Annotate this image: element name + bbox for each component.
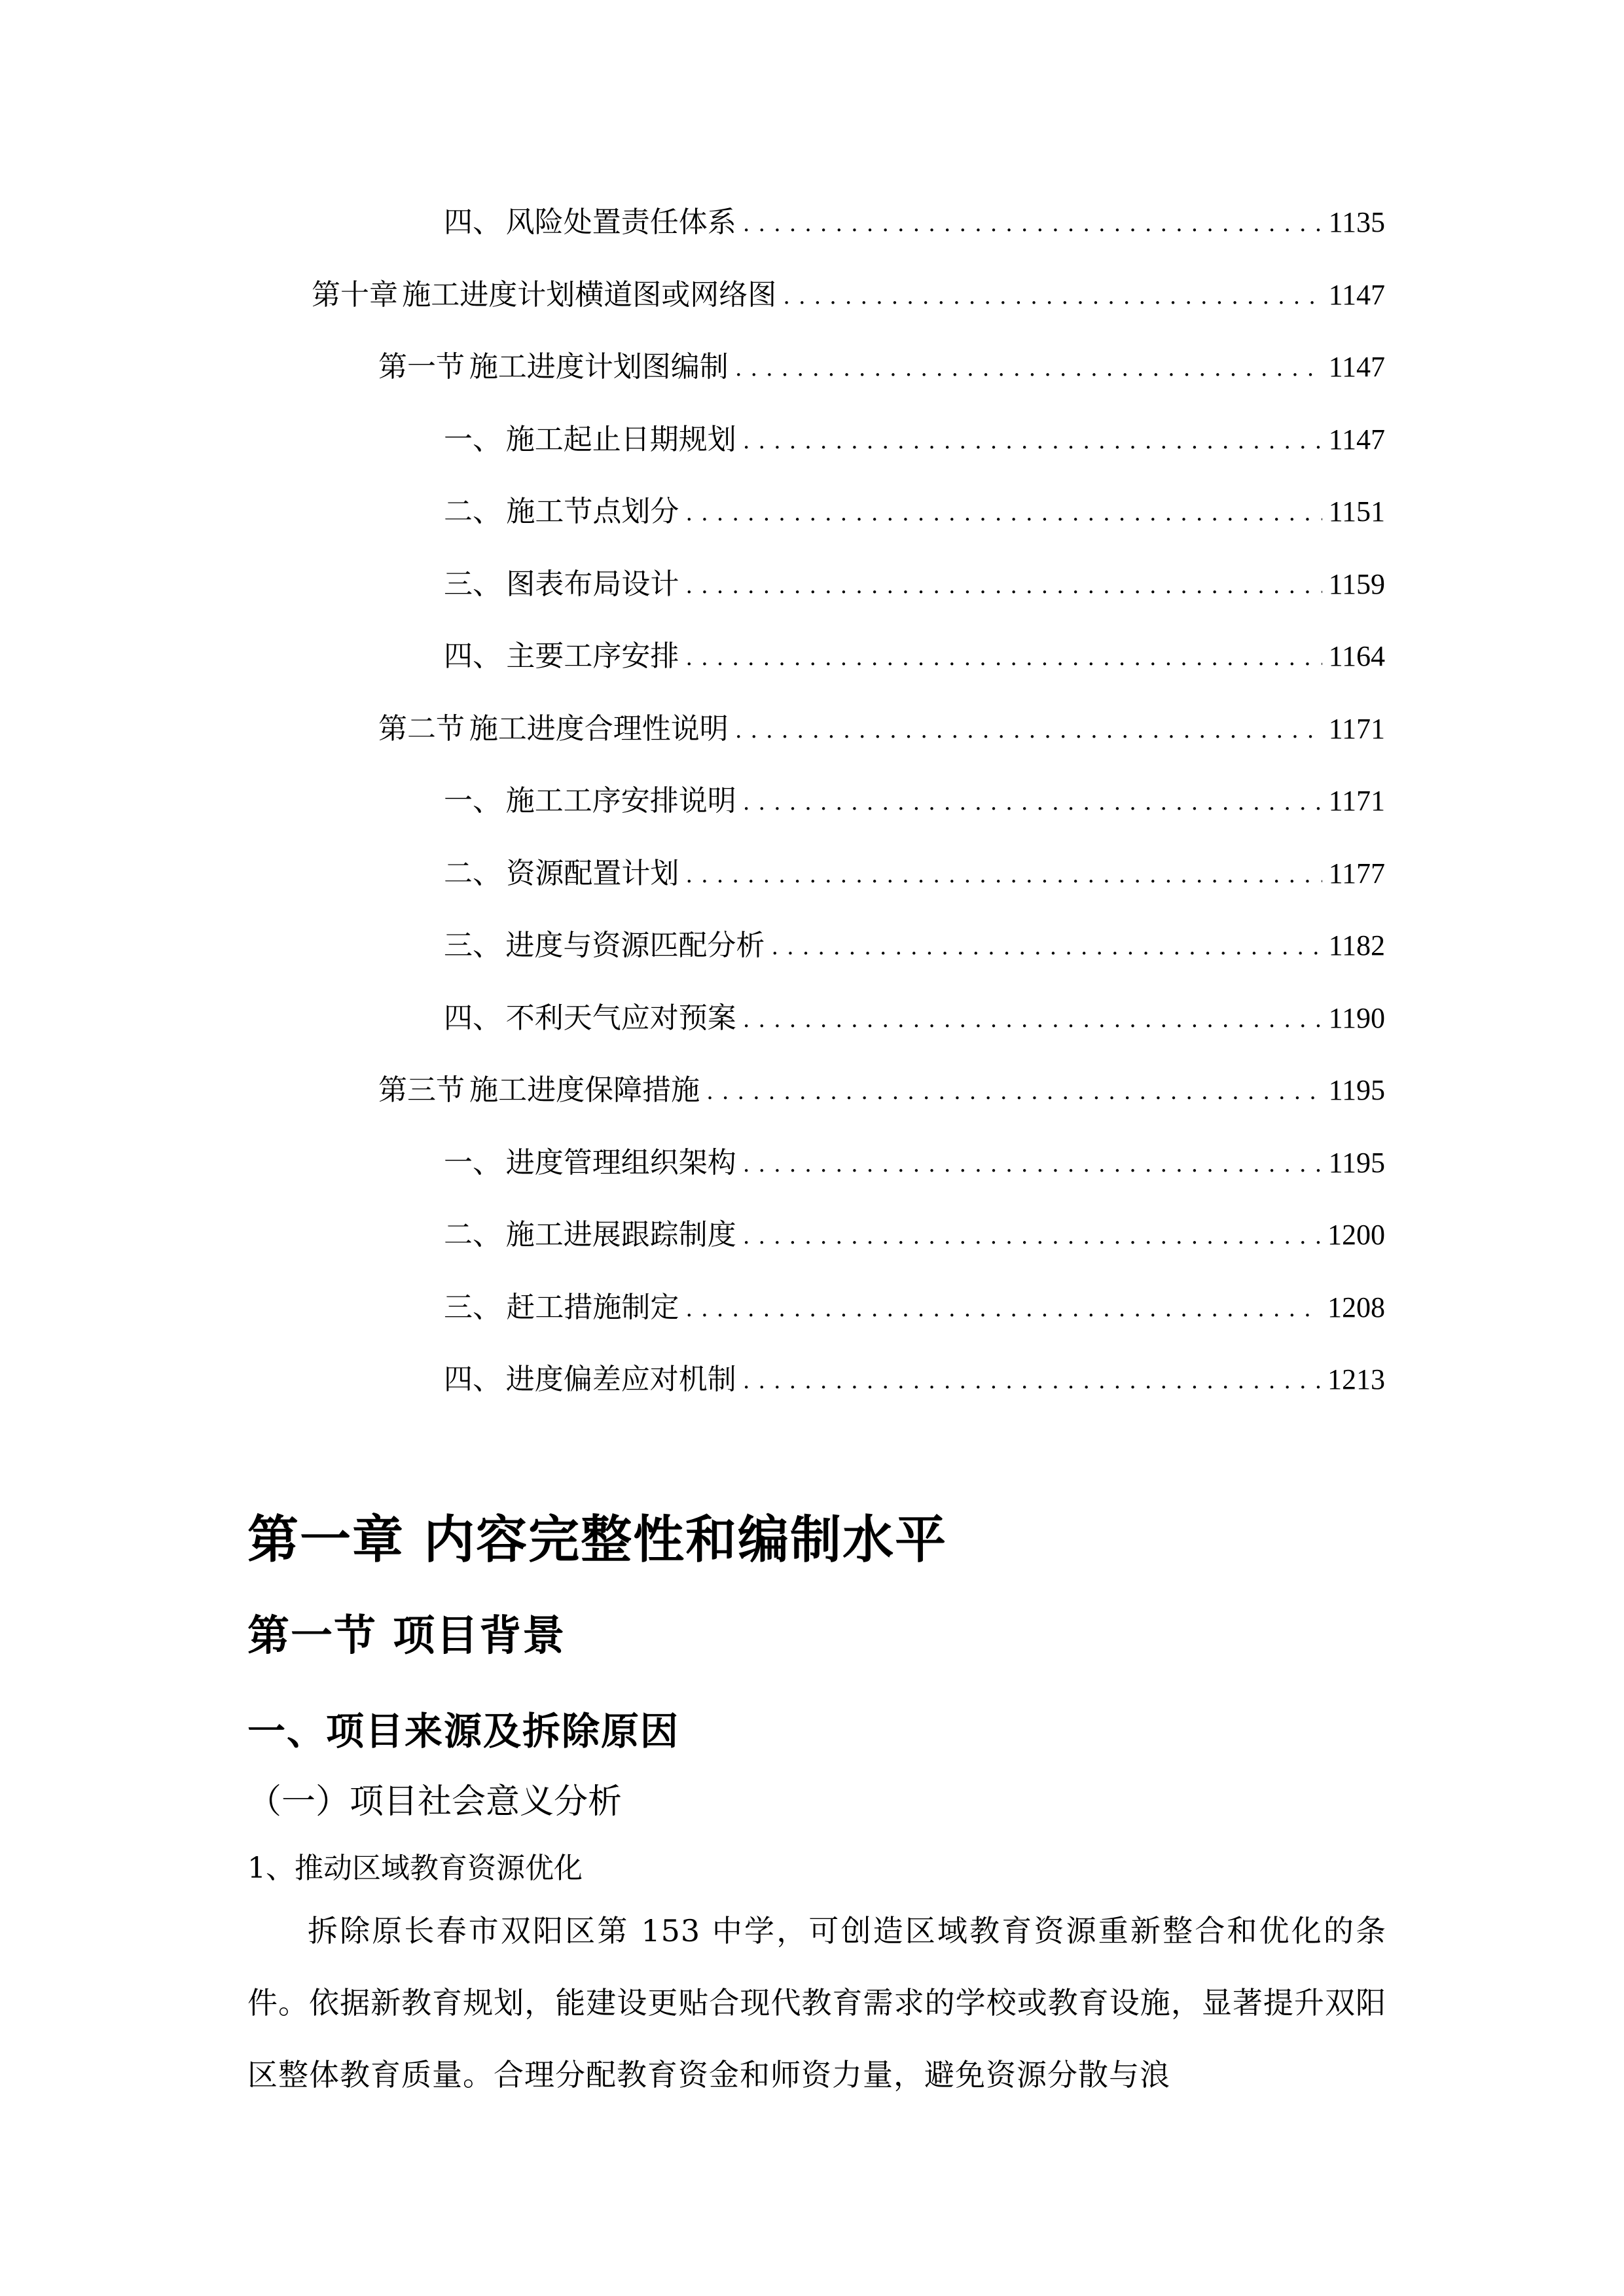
toc-dot-leader [685, 847, 1322, 901]
toc-entry[interactable] [444, 196, 1385, 249]
toc-entry-number: 第二节 [378, 712, 465, 745]
toc-entry-page-number: 1200 [1327, 1219, 1385, 1251]
toc-entry-page-number: 1213 [1327, 1363, 1385, 1395]
toc-entry-title: 赶工措施制定 [506, 1291, 679, 1324]
toc-entry[interactable] [378, 1064, 1385, 1117]
toc-entry-title: 施工进度合理性说明 [469, 712, 729, 745]
toc-dot-leader [735, 702, 1322, 757]
toc-dot-leader [783, 268, 1322, 323]
item-heading: 1、推动区域教育资源优化 [247, 1852, 583, 1885]
toc-dot-leader [685, 1281, 1321, 1335]
toc-entry-number: 第三节 [378, 1073, 465, 1107]
toc-entry-title: 进度偏差应对机制 [505, 1363, 736, 1396]
toc-entry-page-number: 1147 [1328, 351, 1385, 383]
toc-entry-number: 四、 [444, 206, 501, 239]
toc-entry-number: 四、 [444, 639, 501, 673]
toc-entry-page-number: 1151 [1328, 495, 1385, 528]
toc-entry[interactable] [444, 992, 1385, 1045]
toc-entry-page-number: 1195 [1328, 1147, 1385, 1179]
toc-entry-title: 进度管理组织架构 [505, 1146, 736, 1179]
toc-entry-title: 施工进度计划图编制 [469, 350, 729, 384]
toc-entry-number: 二、 [444, 495, 501, 528]
toc-entry-title: 施工节点划分 [506, 495, 679, 528]
toc-entry-number: 第一节 [378, 350, 465, 384]
toc-entry-title: 图表布局设计 [506, 567, 679, 601]
toc-dot-leader [685, 630, 1322, 684]
toc-entry-number: 四、 [444, 1363, 501, 1396]
toc-entry-number: 一、 [444, 784, 501, 817]
toc-entry-page-number: 1159 [1328, 568, 1385, 600]
toc-entry[interactable] [444, 558, 1385, 611]
toc-dot-leader [743, 196, 1322, 250]
body-paragraph: 拆除原长春市双阳区第 153 中学，可创造区域教育资源重新整合和优化的条件。依据新教育规划，能建设更贴合现代教育需求的学校或教育设施，显著提升双阳区整体教育质量。合理分配教育资金和师资力量，避免资源分散与浪 [247, 1913, 1386, 2092]
toc-entry-title: 主要工序安排 [506, 639, 679, 673]
toc-entry-number: 二、 [444, 1218, 501, 1251]
toc-entry-number: 四、 [444, 1001, 501, 1035]
toc-entry-number: 三、 [444, 1291, 501, 1324]
toc-dot-leader [743, 1136, 1322, 1191]
toc-entry-title: 施工起止日期规划 [505, 423, 736, 456]
sub-subsection-heading: （一）项目社会意义分析 [247, 1782, 623, 1821]
toc-entry-page-number: 1164 [1328, 640, 1385, 672]
toc-entry-page-number: 1182 [1328, 929, 1385, 961]
toc-entry-number: 第十章 [312, 278, 398, 312]
toc-entry[interactable] [444, 1282, 1385, 1334]
toc-entry[interactable] [444, 1354, 1385, 1406]
toc-entry-title: 施工进度保障措施 [469, 1073, 700, 1107]
toc-dot-leader [735, 340, 1322, 395]
toc-entry-page-number: 1135 [1328, 206, 1385, 238]
toc-entry[interactable] [312, 269, 1385, 321]
toc-entry-number: 三、 [444, 929, 501, 962]
toc-entry-number: 一、 [444, 423, 501, 456]
toc-entry-title: 施工工序安排说明 [505, 784, 736, 817]
section-heading: 第一节 项目背景 [247, 1611, 566, 1660]
toc-entry[interactable] [444, 775, 1385, 827]
toc-entry[interactable] [444, 1209, 1385, 1261]
toc-dot-leader [743, 774, 1322, 829]
toc-entry[interactable] [444, 1137, 1385, 1189]
toc-entry[interactable] [378, 341, 1385, 393]
toc-entry-page-number: 1208 [1327, 1291, 1385, 1323]
subsection-heading: 一、项目来源及拆除原因 [247, 1709, 680, 1753]
toc-entry[interactable] [444, 486, 1385, 538]
toc-dot-leader [685, 485, 1322, 539]
toc-entry-page-number: 1177 [1328, 857, 1385, 889]
toc-dot-leader [743, 413, 1322, 467]
toc-dot-leader [771, 919, 1322, 973]
toc-dot-leader [743, 992, 1322, 1046]
toc-entry-title: 不利天气应对预案 [505, 1001, 736, 1035]
toc-entry-page-number: 1147 [1328, 423, 1385, 456]
toc-dot-leader [706, 1064, 1322, 1118]
chapter-heading: 第一章 内容完整性和编制水平 [247, 1510, 948, 1570]
toc-entry-page-number: 1147 [1328, 279, 1385, 311]
toc-entry-title: 资源配置计划 [506, 857, 679, 890]
toc-dot-leader [685, 558, 1322, 612]
toc-entry-number: 一、 [444, 1146, 501, 1179]
toc-entry[interactable] [444, 414, 1385, 466]
toc-entry-title: 风险处置责任体系 [505, 206, 736, 239]
toc-entry[interactable] [444, 848, 1385, 900]
toc-entry-title: 施工进度计划横道图或网络图 [402, 278, 777, 312]
toc-entry[interactable] [378, 703, 1385, 755]
toc-entry-page-number: 1195 [1328, 1074, 1385, 1106]
toc-entry-page-number: 1171 [1328, 713, 1385, 745]
toc-entry-title: 进度与资源匹配分析 [505, 929, 765, 962]
toc-entry[interactable] [444, 920, 1385, 972]
toc-entry-number: 三、 [444, 567, 501, 601]
toc-entry-number: 二、 [444, 857, 501, 890]
toc-dot-leader [743, 1208, 1321, 1263]
toc-entry-page-number: 1171 [1328, 785, 1385, 817]
toc-entry-page-number: 1190 [1328, 1002, 1385, 1034]
toc-entry[interactable] [444, 630, 1385, 683]
toc-entry-title: 施工进展跟踪制度 [505, 1218, 736, 1251]
toc-dot-leader [743, 1353, 1321, 1407]
